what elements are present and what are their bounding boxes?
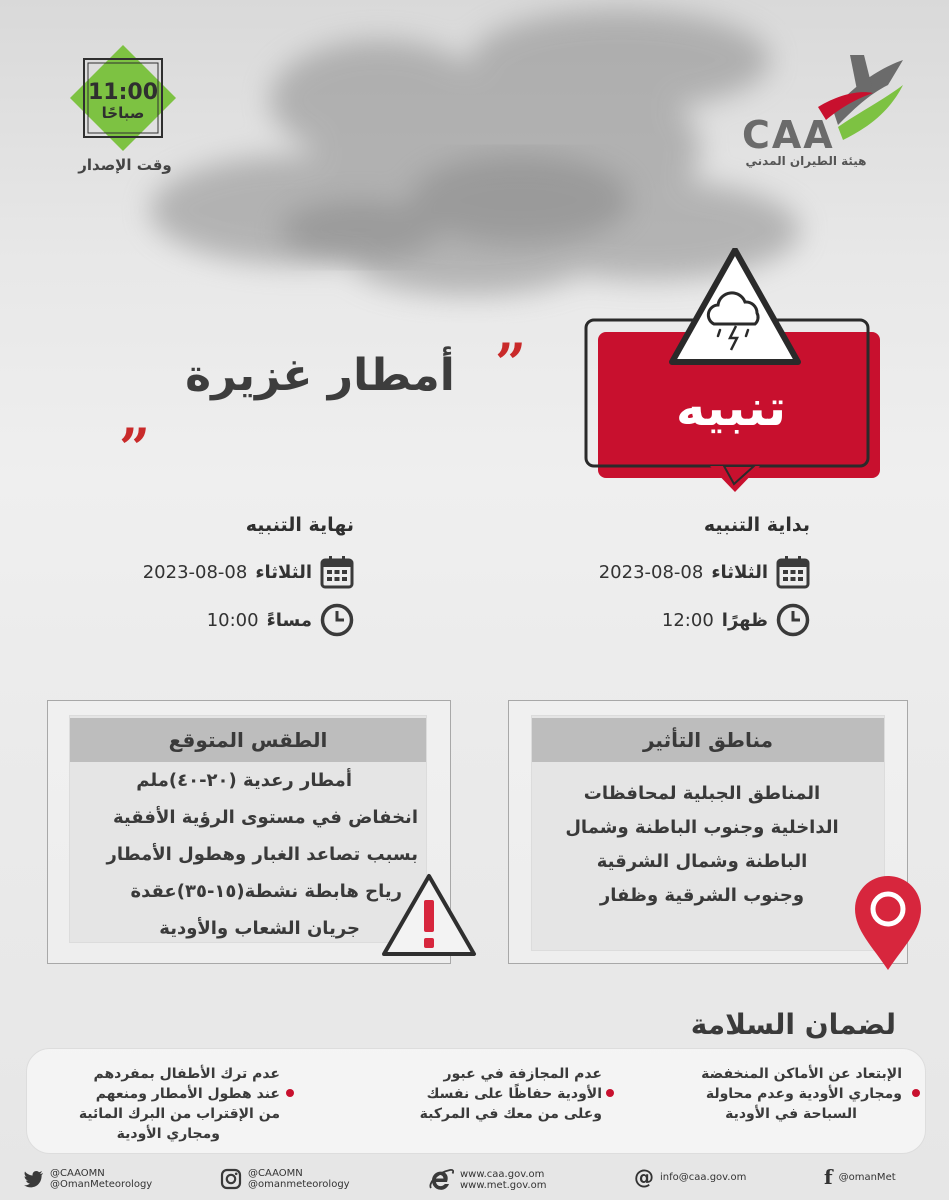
alert-end-date: 2023-08-08	[142, 561, 248, 583]
expected-weather-line: جريان الشعاب والأودية	[159, 918, 360, 939]
safety-bullet	[286, 1089, 294, 1097]
expected-weather-title: الطقس المتوقع	[70, 718, 426, 762]
headline-close-quote: „	[120, 385, 152, 449]
safety-item-line: الإبتعاد عن الأماكن المنخفضة	[701, 1066, 902, 1082]
alert-start-day: الثلاثاء	[711, 561, 768, 583]
caa-wordmark: CAA	[742, 113, 835, 157]
at-sign-icon: @	[634, 1165, 654, 1189]
location-pin-icon	[852, 874, 924, 972]
alert-start-time-row	[550, 602, 810, 638]
safety-bullet	[606, 1089, 614, 1097]
safety-item-line: عند هطول الأمطار ومنعهم	[95, 1086, 280, 1102]
safety-item-line: عدم المجازفة في عبور	[443, 1066, 602, 1082]
alert-start-date: 2023-08-08	[598, 561, 704, 583]
caa-subtitle: هيئة الطيران المدني	[745, 154, 867, 168]
issue-time	[70, 82, 176, 122]
issue-time-label: وقت الإصدار	[78, 156, 172, 174]
alert-end-time: 10:00	[206, 609, 259, 631]
safety-item-line: السباحة في الأودية	[725, 1106, 857, 1122]
safety-title: لضمان السلامة	[690, 1008, 896, 1041]
clock-icon	[776, 603, 810, 637]
safety-bullet	[912, 1089, 920, 1097]
expected-weather-line: انخفاض في مستوى الرؤية الأفقية	[112, 807, 418, 828]
alert-start-time: 12:00	[661, 609, 714, 631]
alert-end-day: الثلاثاء	[255, 561, 312, 583]
warning-sign	[584, 248, 884, 494]
alert-end-time-row	[94, 602, 354, 638]
affected-areas-list	[532, 777, 872, 913]
alert-start	[550, 514, 810, 638]
issue-time-period: صباحًا	[101, 104, 145, 122]
affected-areas-title: مناطق التأثير	[532, 718, 884, 762]
footer-website[interactable]	[428, 1168, 546, 1192]
facebook-icon: f	[824, 1165, 833, 1189]
footer-instagram[interactable]	[220, 1168, 350, 1190]
expected-weather-list	[70, 762, 422, 947]
affected-areas-line: الباطنة وشمال الشرقية	[596, 851, 808, 872]
affected-areas-line: المناطق الجبلية لمحافظات	[583, 783, 821, 804]
safety-item	[680, 1064, 902, 1124]
alert-start-title: بداية التنبيه	[703, 514, 810, 536]
safety-item-line: الأودية حفاظًا على نفسك	[426, 1086, 602, 1102]
instagram-icon	[220, 1168, 242, 1190]
website-url: www.caa.gov.om	[460, 1169, 545, 1180]
twitter-handle: @OmanMeteorology	[50, 1179, 153, 1190]
hazard-headline: أمطار غزيرة	[185, 350, 455, 401]
expected-weather-line: رياح هابطة نشطة(١٥-٣٥)عقدة	[130, 881, 402, 902]
expected-weather-line: أمطار رعدية (٢٠-٤٠)ملم	[136, 770, 352, 791]
alert-start-date-row	[550, 554, 810, 590]
email-address: info@caa.gov.om	[660, 1172, 747, 1183]
instagram-handle: @CAAOMN	[248, 1168, 303, 1179]
twitter-icon	[24, 1170, 44, 1188]
alert-start-period: ظهرًا	[721, 609, 768, 631]
safety-item-line: وعلى من معك في المركبة	[419, 1106, 602, 1122]
footer-email[interactable]	[634, 1165, 747, 1189]
facebook-handle: @omanMet	[838, 1172, 896, 1183]
warning-label: تنبيه	[675, 379, 787, 437]
website-url: www.met.gov.om	[460, 1180, 547, 1191]
safety-item-line: عدم ترك الأطفال بمفردهم	[93, 1066, 280, 1082]
exclamation-warning-icon	[378, 870, 480, 962]
alert-end-period: مساءً	[266, 609, 312, 631]
headline-open-quote: „	[496, 300, 528, 364]
expected-weather-line: بسبب تصاعد الغبار وهطول الأمطار	[106, 844, 418, 865]
alert-end-date-row	[94, 554, 354, 590]
affected-areas-line: وجنوب الشرقية وظفار	[599, 885, 805, 906]
safety-item-line: ومجاري الأودية وعدم محاولة	[705, 1086, 902, 1102]
safety-item-line: من الإقتراب من البرك المائية	[78, 1106, 280, 1122]
calendar-icon	[320, 555, 354, 589]
alert-end	[94, 514, 354, 638]
issue-time-value: 11:00	[87, 80, 159, 105]
safety-item-line: ومجاري الأودية	[116, 1126, 220, 1142]
alert-end-title: نهاية التنبيه	[245, 514, 354, 536]
safety-item	[366, 1064, 602, 1124]
internet-explorer-icon	[428, 1168, 454, 1192]
instagram-handle: @omanmeteorology	[248, 1179, 350, 1190]
footer-twitter[interactable]	[24, 1168, 152, 1190]
affected-areas-line: الداخلية وجنوب الباطنة وشمال	[565, 817, 839, 838]
safety-item	[44, 1064, 280, 1144]
calendar-icon	[776, 555, 810, 589]
clock-icon	[320, 603, 354, 637]
twitter-handle: @CAAOMN	[50, 1168, 105, 1179]
footer-facebook[interactable]	[824, 1165, 896, 1189]
